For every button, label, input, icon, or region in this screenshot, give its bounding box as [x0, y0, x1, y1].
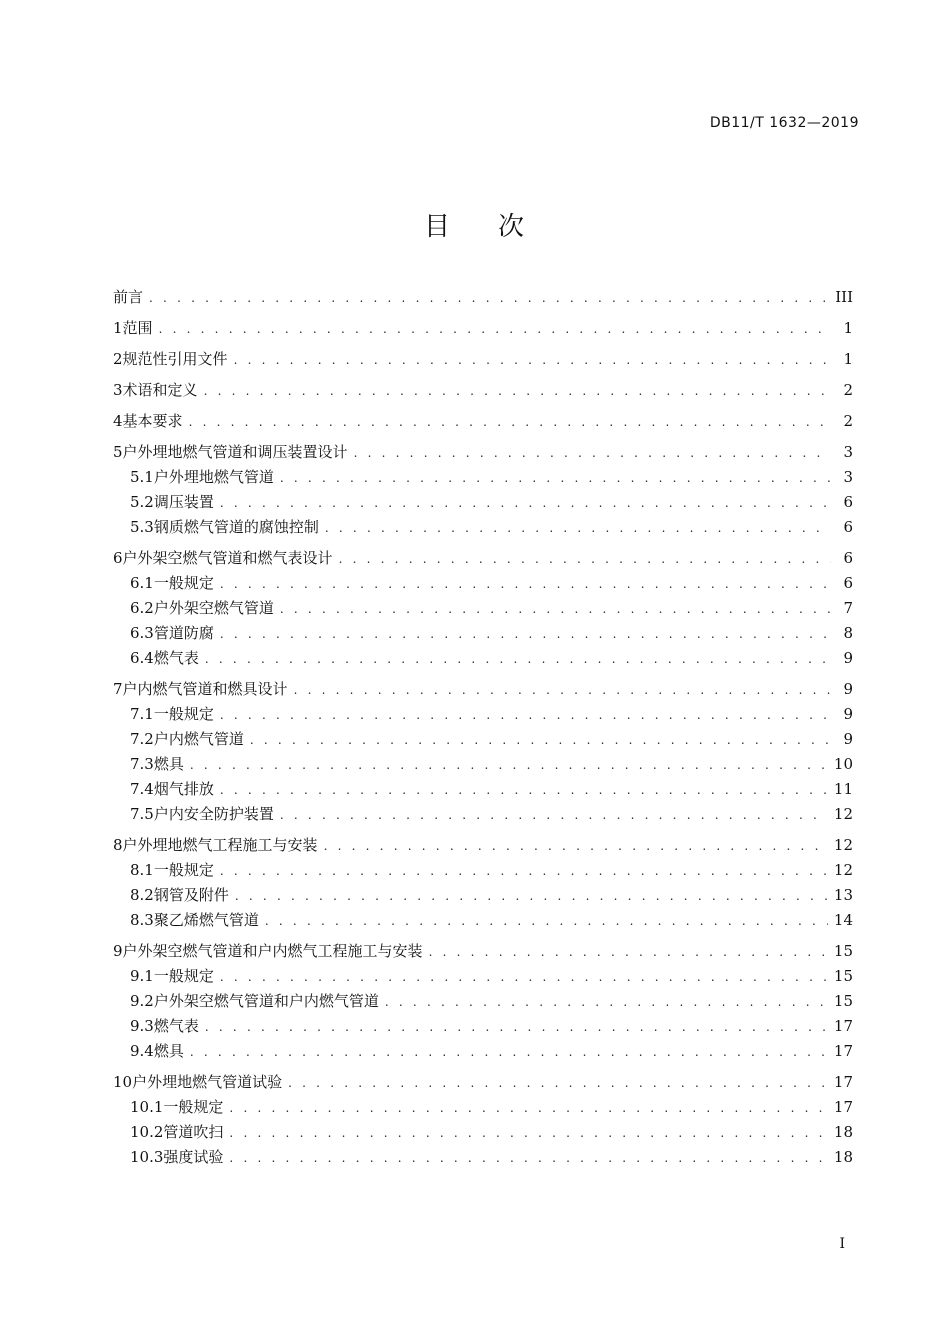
toc-entry-page: 15 [833, 967, 853, 985]
toc-title-char: 次 [498, 212, 527, 242]
toc-entry[interactable] [113, 989, 853, 1014]
toc-leader-dots [190, 753, 828, 778]
toc-leader-dots [288, 1071, 828, 1096]
toc-entry-number: 6.3 [130, 624, 154, 642]
toc-entry-label: 范围 [122, 319, 153, 337]
toc-entry-label: 钢管及附件 [153, 886, 229, 904]
toc-entry[interactable] [113, 621, 853, 646]
toc-entry-page: 12 [833, 805, 853, 823]
toc-entry-label: 燃具 [153, 755, 184, 773]
toc-entry-page: 6 [843, 549, 853, 567]
toc-entry-page: III [835, 288, 853, 306]
toc-leader-dots [205, 647, 831, 672]
toc-entry-number: 10.1 [130, 1098, 164, 1116]
toc-entry-label: 燃具 [153, 1042, 184, 1060]
toc-leader-dots [234, 348, 831, 373]
toc-leader-dots [220, 622, 831, 647]
toc-entry[interactable] [113, 347, 853, 372]
toc-leader-dots [149, 286, 829, 311]
toc-entry-number: 8.2 [130, 886, 154, 904]
toc-entry[interactable] [113, 378, 853, 403]
toc-entry-number: 6.4 [130, 649, 154, 667]
toc-leader-dots [220, 965, 828, 990]
toc-entry-label: 强度试验 [163, 1148, 224, 1166]
toc-entry-label: 一般规定 [153, 574, 214, 592]
toc-entry[interactable] [113, 939, 853, 964]
toc-leader-dots [204, 379, 831, 404]
toc-leader-dots [265, 909, 828, 934]
toc-entry-page: 18 [833, 1148, 853, 1166]
toc-entry-page: 6 [843, 518, 853, 536]
toc-entry-number: 7.4 [130, 780, 154, 798]
toc-entry-number: 6.1 [130, 574, 154, 592]
toc-entry[interactable] [113, 571, 853, 596]
toc-title-char: 目 [423, 212, 452, 242]
toc-entry-number: 7.3 [130, 755, 154, 773]
toc-leader-dots [229, 1121, 827, 1146]
toc-entry-label: 户外埋地燃气管道和调压装置设计 [122, 443, 348, 461]
toc-entry-label: 烟气排放 [153, 780, 214, 798]
toc-entry-number: 2 [113, 350, 123, 368]
toc-entry-label: 户内燃气管道和燃具设计 [122, 680, 288, 698]
toc-entry[interactable] [113, 409, 853, 434]
toc-entry-number: 7.5 [130, 805, 154, 823]
toc-entry-label: 前言 [113, 288, 144, 306]
toc-entry[interactable] [113, 677, 853, 702]
toc-entry-label: 户外架空燃气管道和户内燃气工程施工与安装 [122, 942, 423, 960]
toc-entry-page: 9 [843, 649, 853, 667]
toc-leader-dots [280, 466, 831, 491]
toc-leader-dots [429, 940, 828, 965]
toc-entry-page: 14 [833, 911, 853, 929]
toc-entry-page: 11 [833, 780, 853, 798]
toc-entry[interactable] [113, 1039, 853, 1064]
toc-entry-page: 18 [833, 1123, 853, 1141]
toc-entry-label: 户外埋地燃气管道 [153, 468, 274, 486]
toc-entry[interactable] [113, 440, 853, 465]
toc-entry-number: 9.3 [130, 1017, 154, 1035]
toc-entry-page: 15 [833, 942, 853, 960]
toc-entry-page: 8 [843, 624, 853, 642]
toc-entry-number: 3 [113, 381, 123, 399]
toc-entry[interactable] [113, 1014, 853, 1039]
toc-entry-page: 17 [833, 1042, 853, 1060]
toc-entry-page: 15 [833, 992, 853, 1010]
toc-entry[interactable] [113, 546, 853, 571]
toc-entry-label: 户内安全防护装置 [153, 805, 274, 823]
toc-title [0, 206, 950, 243]
page-number: I [839, 1236, 845, 1252]
toc-entry-label: 调压装置 [153, 493, 214, 511]
toc-entry[interactable] [113, 1145, 853, 1170]
toc-entry-label: 聚乙烯燃气管道 [153, 911, 259, 929]
toc-entry[interactable] [113, 702, 853, 727]
toc-entry-page: 7 [843, 599, 853, 617]
toc-entry-number: 10 [113, 1073, 133, 1091]
toc-leader-dots [190, 1040, 828, 1065]
toc-entry-page: 9 [843, 705, 853, 723]
toc-entry-page: 17 [833, 1017, 853, 1035]
toc-entry-label: 一般规定 [163, 1098, 224, 1116]
toc-entry-number: 6 [113, 549, 123, 567]
toc-entry-number: 8.1 [130, 861, 154, 879]
toc-entry[interactable] [113, 802, 853, 827]
toc-leader-dots [220, 572, 831, 597]
toc-entry[interactable] [113, 465, 853, 490]
toc-entry-number: 5.3 [130, 518, 154, 536]
toc-entry-page: 10 [833, 755, 853, 773]
toc-leader-dots [250, 728, 831, 753]
toc-entry[interactable] [113, 646, 853, 671]
toc-entry-page: 12 [833, 836, 853, 854]
toc-leader-dots [229, 1146, 827, 1171]
toc-entry[interactable] [113, 777, 853, 802]
toc-entry[interactable] [113, 964, 853, 989]
toc-entry-page: 1 [843, 319, 853, 337]
toc-entry-label: 户外埋地燃气管道试验 [132, 1073, 283, 1091]
toc-entry-label: 燃气表 [153, 1017, 199, 1035]
toc-list [113, 285, 853, 1170]
toc-entry-number: 8.3 [130, 911, 154, 929]
toc-entry-number: 9.2 [130, 992, 154, 1010]
toc-entry[interactable] [113, 490, 853, 515]
toc-entry[interactable] [113, 316, 853, 341]
toc-entry-label: 管道防腐 [153, 624, 214, 642]
toc-entry[interactable] [113, 752, 853, 777]
toc-entry-number: 7.1 [130, 705, 154, 723]
toc-entry-number: 6.2 [130, 599, 154, 617]
toc-entry-label: 一般规定 [153, 705, 214, 723]
toc-entry[interactable] [113, 515, 853, 540]
toc-entry-number: 7 [113, 680, 123, 698]
toc-entry[interactable] [113, 883, 853, 908]
toc-entry-page: 6 [843, 574, 853, 592]
toc-entry-label: 户外架空燃气管道和燃气表设计 [122, 549, 333, 567]
toc-entry[interactable] [113, 1120, 853, 1145]
toc-entry-page: 3 [843, 443, 853, 461]
toc-entry-label: 管道吹扫 [163, 1123, 224, 1141]
toc-leader-dots [385, 990, 828, 1015]
toc-entry[interactable] [113, 858, 853, 883]
toc-entry-number: 5.2 [130, 493, 154, 511]
toc-entry[interactable] [113, 596, 853, 621]
toc-entry-number: 5 [113, 443, 123, 461]
toc-entry-page: 2 [843, 381, 853, 399]
toc-leader-dots [325, 516, 831, 541]
toc-entry-label: 户内燃气管道 [153, 730, 244, 748]
toc-entry[interactable] [113, 833, 853, 858]
toc-entry-page: 17 [833, 1098, 853, 1116]
toc-entry[interactable] [113, 285, 853, 310]
toc-entry-label: 一般规定 [153, 861, 214, 879]
toc-entry-page: 13 [833, 886, 853, 904]
toc-entry-label: 术语和定义 [122, 381, 198, 399]
toc-leader-dots [324, 834, 828, 859]
toc-entry-page: 9 [843, 680, 853, 698]
toc-entry-page: 3 [843, 468, 853, 486]
toc-leader-dots [339, 547, 831, 572]
toc-entry-number: 9.1 [130, 967, 154, 985]
toc-leader-dots [220, 491, 831, 516]
toc-entry-number: 7.2 [130, 730, 154, 748]
toc-entry-number: 10.3 [130, 1148, 164, 1166]
toc-entry-page: 6 [843, 493, 853, 511]
toc-leader-dots [159, 317, 831, 342]
toc-entry-label: 燃气表 [153, 649, 199, 667]
toc-entry-page: 12 [833, 861, 853, 879]
toc-entry[interactable] [113, 727, 853, 752]
toc-entry-label: 钢质燃气管道的腐蚀控制 [153, 518, 319, 536]
toc-entry-number: 8 [113, 836, 123, 854]
toc-entry-page: 17 [833, 1073, 853, 1091]
toc-entry-number: 4 [113, 412, 123, 430]
toc-entry-number: 9.4 [130, 1042, 154, 1060]
toc-leader-dots [189, 410, 831, 435]
toc-entry-label: 基本要求 [122, 412, 183, 430]
toc-leader-dots [205, 1015, 828, 1040]
toc-entry[interactable] [113, 1095, 853, 1120]
toc-entry-label: 户外埋地燃气工程施工与安装 [122, 836, 318, 854]
toc-entry-label: 户外架空燃气管道和户内燃气管道 [153, 992, 379, 1010]
toc-entry-number: 5.1 [130, 468, 154, 486]
toc-entry-page: 9 [843, 730, 853, 748]
toc-leader-dots [220, 778, 828, 803]
document-code: DB11/T 1632—2019 [709, 115, 859, 131]
toc-leader-dots [220, 859, 828, 884]
toc-entry-page: 1 [843, 350, 853, 368]
toc-leader-dots [354, 441, 831, 466]
toc-leader-dots [280, 597, 831, 622]
toc-entry-number: 9 [113, 942, 123, 960]
toc-entry-label: 一般规定 [153, 967, 214, 985]
toc-entry[interactable] [113, 908, 853, 933]
toc-entry-page: 2 [843, 412, 853, 430]
toc-entry-label: 户外架空燃气管道 [153, 599, 274, 617]
toc-entry-number: 10.2 [130, 1123, 164, 1141]
toc-leader-dots [235, 884, 828, 909]
toc-leader-dots [220, 703, 831, 728]
toc-entry-number: 1 [113, 319, 123, 337]
toc-entry-label: 规范性引用文件 [122, 350, 228, 368]
toc-leader-dots [229, 1096, 827, 1121]
toc-leader-dots [280, 803, 828, 828]
toc-entry[interactable] [113, 1070, 853, 1095]
toc-leader-dots [294, 678, 831, 703]
